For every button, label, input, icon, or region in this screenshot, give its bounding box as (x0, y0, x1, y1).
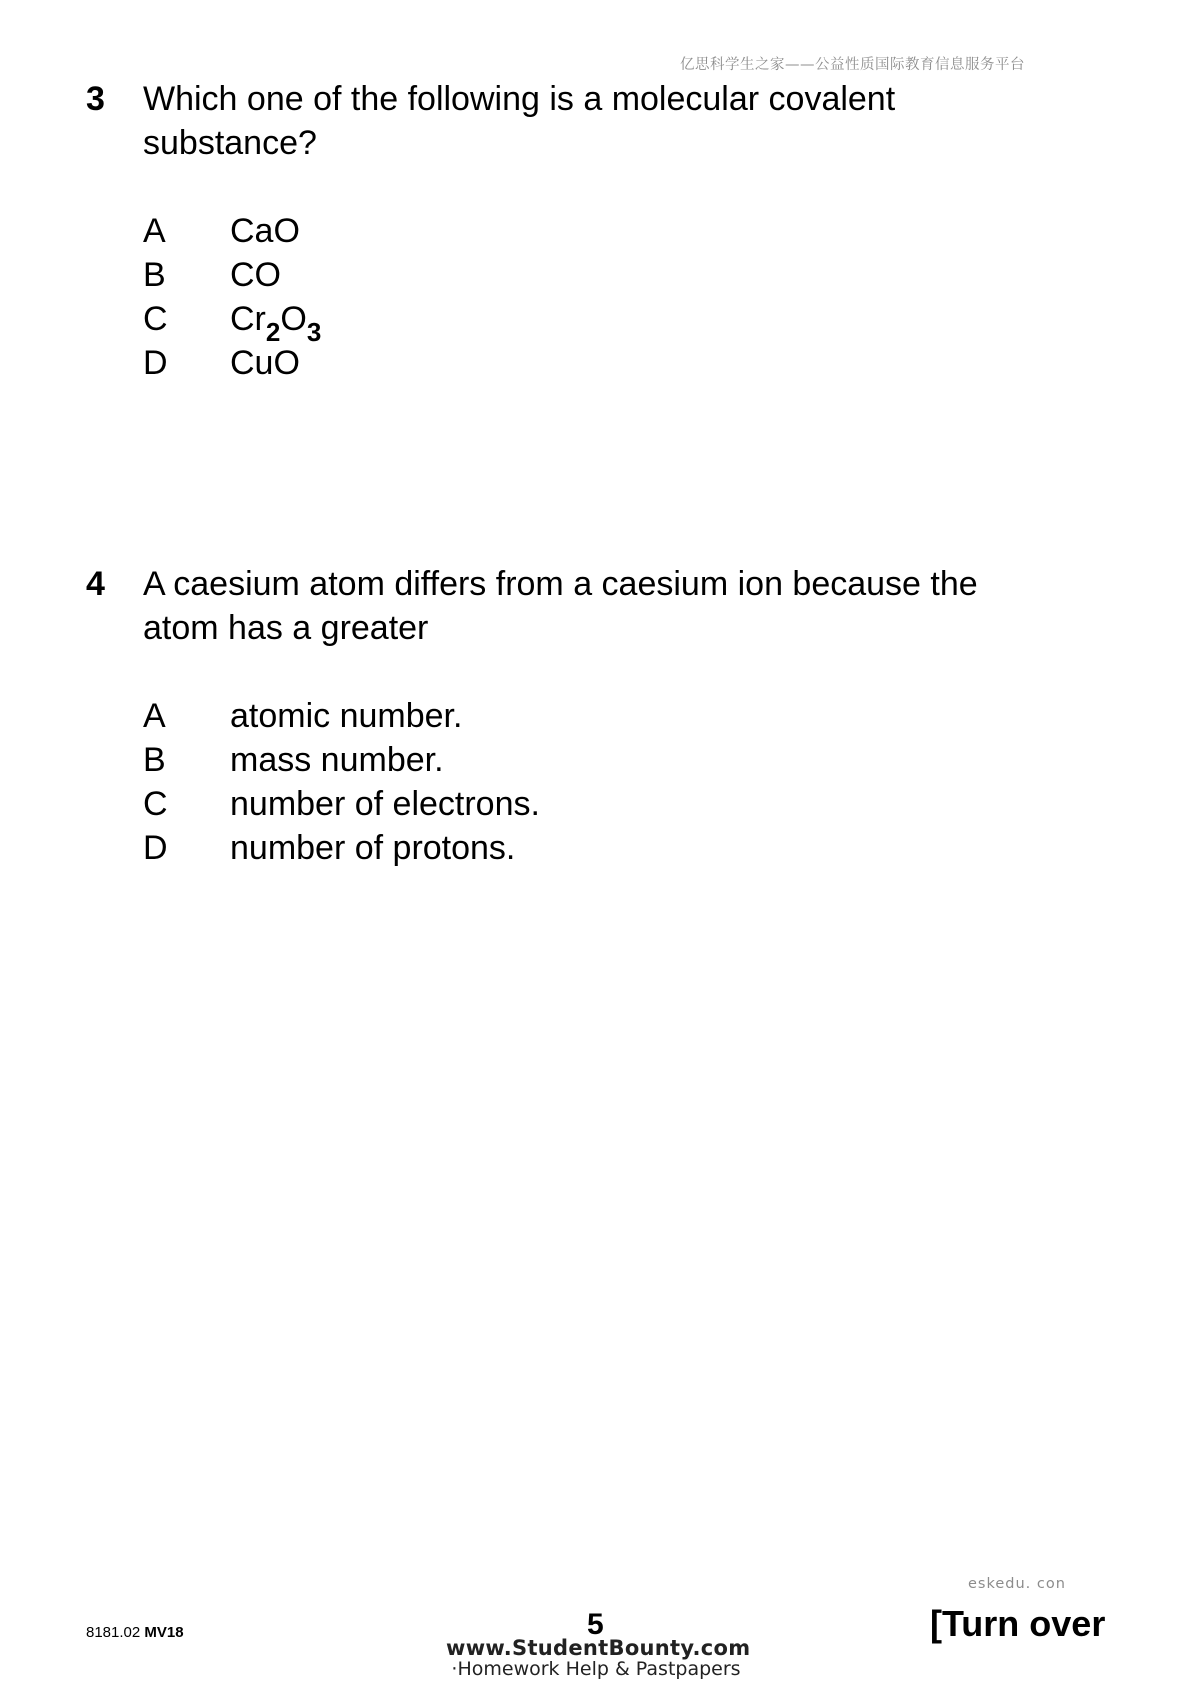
option-letter: B (143, 256, 166, 294)
question-text (143, 77, 1103, 165)
option-text: CaO (230, 212, 300, 250)
question-text-line: A caesium atom differs from a caesium ion because the (143, 565, 978, 603)
question-text-line: Which one of the following is a molecular covalent (143, 80, 896, 118)
question-number: 3 (86, 80, 105, 118)
question-text-line: substance? (143, 124, 317, 162)
footer-watermark: eskedu. con (968, 1576, 1066, 1592)
option-text: CO (230, 256, 281, 294)
option-letter: C (143, 785, 168, 823)
option-text: number of electrons. (230, 785, 540, 823)
option-text: atomic number. (230, 697, 463, 735)
question-text-line: atom has a greater (143, 609, 429, 647)
option-text: mass number. (230, 741, 444, 779)
question-text (143, 562, 1103, 650)
formula-subscript: 2 (265, 317, 281, 347)
logo-tagline: ·Homework Help & Pastpapers (451, 1658, 741, 1680)
option-letter: B (143, 741, 166, 779)
formula-element: Cr (230, 300, 266, 338)
option-text: CuO (230, 344, 300, 382)
page-number: 5 (587, 1608, 604, 1641)
option-letter: C (143, 300, 168, 338)
question-number: 4 (86, 565, 105, 603)
formula-element: O (280, 300, 307, 338)
paper-code-series: MV18 (144, 1624, 184, 1641)
turn-over-label: [Turn over (930, 1603, 1106, 1644)
option-letter: A (143, 697, 166, 735)
formula-subscript: 3 (306, 317, 322, 347)
option-letter: D (143, 344, 168, 382)
option-letter: D (143, 829, 168, 867)
logo-url: www.StudentBounty.com (446, 1636, 751, 1660)
paper-code (86, 1624, 184, 1641)
option-letter: A (143, 212, 166, 250)
paper-code-number: 8181.02 (86, 1624, 141, 1641)
option-text: number of protons. (230, 829, 516, 867)
chemical-formula (230, 297, 322, 347)
studentbounty-logo (446, 1636, 751, 1680)
header-watermark: 亿思科学生之家——公益性质国际教育信息服务平台 (680, 57, 1025, 73)
